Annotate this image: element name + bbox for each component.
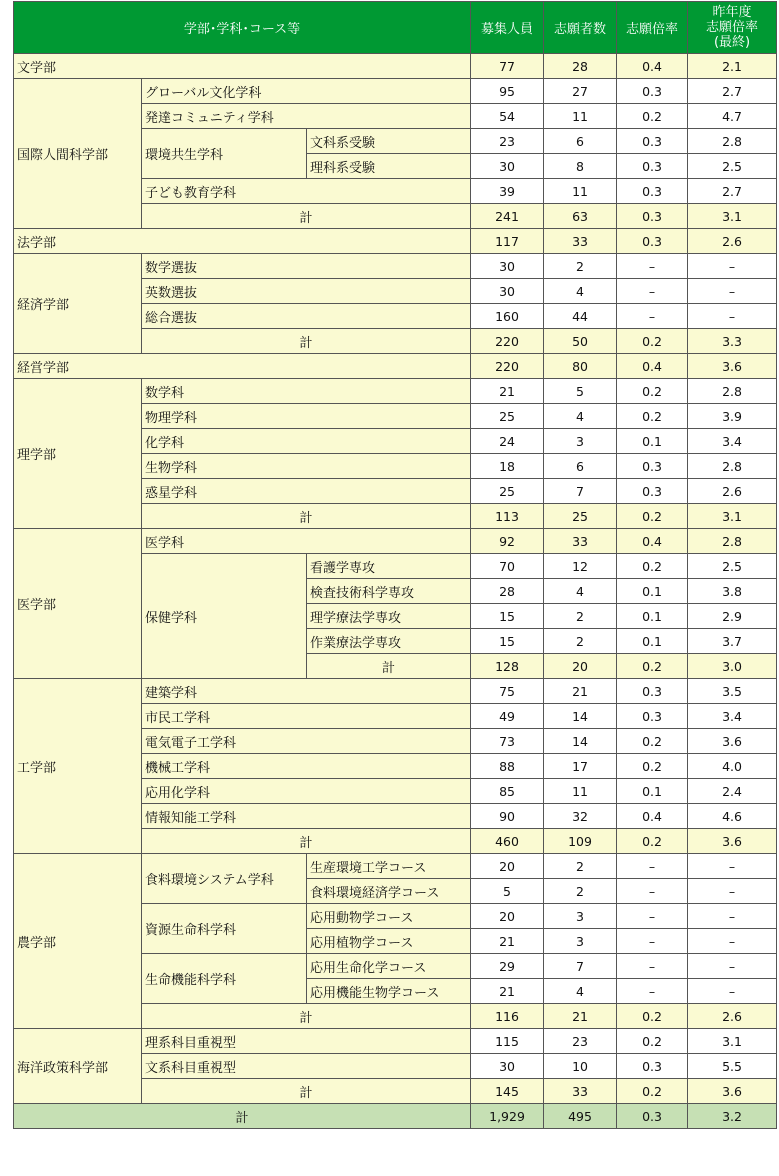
ratio-cell: 0.2 (617, 729, 688, 754)
header-prev-ratio (688, 2, 777, 54)
capacity-cell: 30 (471, 254, 544, 279)
prev-ratio-cell: 3.9 (688, 404, 777, 429)
ratio-cell: – (617, 979, 688, 1004)
applicants-cell: 80 (544, 354, 617, 379)
capacity-cell: 241 (471, 204, 544, 229)
faculty-name: 法学部 (14, 229, 471, 254)
prev-ratio-cell: 3.8 (688, 579, 777, 604)
prev-ratio-cell: – (688, 954, 777, 979)
applicants-cell: 21 (544, 1004, 617, 1029)
prev-ratio-cell: 2.1 (688, 54, 777, 79)
applicants-cell: 2 (544, 879, 617, 904)
applicants-cell: 14 (544, 704, 617, 729)
capacity-cell: 15 (471, 604, 544, 629)
applicants-cell: 4 (544, 279, 617, 304)
prev-ratio-cell: 2.5 (688, 554, 777, 579)
table-row (14, 79, 777, 104)
capacity-cell: 1,929 (471, 1104, 544, 1129)
applicants-cell: 3 (544, 904, 617, 929)
course-name: 文科系受験 (307, 129, 471, 154)
header-row (14, 2, 777, 54)
capacity-cell: 5 (471, 879, 544, 904)
prev-ratio-cell: – (688, 279, 777, 304)
ratio-cell: 0.3 (617, 79, 688, 104)
ratio-cell: 0.2 (617, 1004, 688, 1029)
capacity-cell: 117 (471, 229, 544, 254)
capacity-cell: 116 (471, 1004, 544, 1029)
department-name: 子ども教育学科 (142, 179, 471, 204)
prev-ratio-cell: 3.1 (688, 204, 777, 229)
prev-ratio-cell: 5.5 (688, 1054, 777, 1079)
department-name: 環境共生学科 (142, 129, 307, 179)
applicants-cell: 109 (544, 829, 617, 854)
capacity-cell: 21 (471, 979, 544, 1004)
department-name: 物理学科 (142, 404, 471, 429)
ratio-cell: 0.2 (617, 404, 688, 429)
ratio-cell: 0.3 (617, 479, 688, 504)
capacity-cell: 220 (471, 354, 544, 379)
prev-ratio-cell: 3.7 (688, 629, 777, 654)
prev-ratio-cell: – (688, 304, 777, 329)
table-row (14, 379, 777, 404)
applicants-cell: 3 (544, 429, 617, 454)
capacity-cell: 30 (471, 1054, 544, 1079)
ratio-cell: 0.3 (617, 179, 688, 204)
ratio-cell: 0.3 (617, 704, 688, 729)
capacity-cell: 88 (471, 754, 544, 779)
applicants-cell: 12 (544, 554, 617, 579)
applicants-cell: 21 (544, 679, 617, 704)
applicants-cell: 495 (544, 1104, 617, 1129)
prev-ratio-cell: 3.4 (688, 429, 777, 454)
capacity-cell: 73 (471, 729, 544, 754)
department-name: 保健学科 (142, 554, 307, 679)
department-name: 数学科 (142, 379, 471, 404)
prev-ratio-cell: 2.6 (688, 479, 777, 504)
ratio-cell: 0.2 (617, 654, 688, 679)
capacity-cell: 21 (471, 379, 544, 404)
applicants-cell: 32 (544, 804, 617, 829)
capacity-cell: 15 (471, 629, 544, 654)
prev-ratio-cell: – (688, 979, 777, 1004)
faculty-name: 理学部 (14, 379, 142, 529)
department-name: 資源生命科学科 (142, 904, 307, 954)
applicants-cell: 4 (544, 404, 617, 429)
capacity-cell: 85 (471, 779, 544, 804)
course-name: 食料環境経済学コース (307, 879, 471, 904)
capacity-cell: 95 (471, 79, 544, 104)
ratio-cell: 0.1 (617, 604, 688, 629)
capacity-cell: 113 (471, 504, 544, 529)
ratio-cell: 0.4 (617, 804, 688, 829)
capacity-cell: 25 (471, 479, 544, 504)
applicants-cell: 2 (544, 629, 617, 654)
capacity-cell: 30 (471, 279, 544, 304)
ratio-cell: – (617, 929, 688, 954)
ratio-cell: 0.2 (617, 1029, 688, 1054)
department-name: 理系科目重視型 (142, 1029, 471, 1054)
department-name: 情報知能工学科 (142, 804, 471, 829)
applicants-cell: 17 (544, 754, 617, 779)
ratio-cell: – (617, 904, 688, 929)
ratio-cell: 0.4 (617, 354, 688, 379)
ratio-cell: 0.2 (617, 379, 688, 404)
department-name: 生物学科 (142, 454, 471, 479)
capacity-cell: 220 (471, 329, 544, 354)
ratio-cell: 0.4 (617, 54, 688, 79)
faculty-name: 経営学部 (14, 354, 471, 379)
subtotal-label: 計 (142, 329, 471, 354)
table-row (14, 1029, 777, 1054)
table-row (14, 854, 777, 879)
applicants-cell: 28 (544, 54, 617, 79)
prev-ratio-cell: 3.3 (688, 329, 777, 354)
prev-ratio-cell: – (688, 929, 777, 954)
applicants-cell: 6 (544, 454, 617, 479)
faculty-name: 国際人間科学部 (14, 79, 142, 229)
header-applicants: 志願者数 (544, 2, 617, 54)
prev-ratio-cell: 2.9 (688, 604, 777, 629)
capacity-cell: 21 (471, 929, 544, 954)
faculty-name: 海洋政策科学部 (14, 1029, 142, 1104)
course-name: 応用植物学コース (307, 929, 471, 954)
table-row (14, 354, 777, 379)
ratio-cell: 0.3 (617, 679, 688, 704)
capacity-cell: 54 (471, 104, 544, 129)
applicants-cell: 33 (544, 229, 617, 254)
ratio-cell: 0.1 (617, 579, 688, 604)
prev-ratio-cell: 2.8 (688, 129, 777, 154)
ratio-cell: – (617, 879, 688, 904)
course-name: 応用動物学コース (307, 904, 471, 929)
applicants-cell: 8 (544, 154, 617, 179)
department-name: 総合選抜 (142, 304, 471, 329)
ratio-cell: 0.3 (617, 1054, 688, 1079)
prev-ratio-cell: 2.6 (688, 1004, 777, 1029)
capacity-cell: 25 (471, 404, 544, 429)
ratio-cell: 0.3 (617, 454, 688, 479)
capacity-cell: 24 (471, 429, 544, 454)
ratio-cell: 0.2 (617, 504, 688, 529)
applicants-cell: 2 (544, 604, 617, 629)
prev-ratio-cell: 4.7 (688, 104, 777, 129)
course-name: 検査技術科学専攻 (307, 579, 471, 604)
ratio-cell: 0.2 (617, 829, 688, 854)
ratio-cell: 0.3 (617, 1104, 688, 1129)
capacity-cell: 29 (471, 954, 544, 979)
applicants-cell: 11 (544, 779, 617, 804)
applicants-cell: 14 (544, 729, 617, 754)
faculty-name: 工学部 (14, 679, 142, 854)
applicants-cell: 4 (544, 579, 617, 604)
capacity-cell: 460 (471, 829, 544, 854)
ratio-cell: 0.1 (617, 779, 688, 804)
subtotal-label: 計 (142, 1004, 471, 1029)
applicants-cell: 5 (544, 379, 617, 404)
ratio-cell: 0.4 (617, 529, 688, 554)
department-name: 英数選抜 (142, 279, 471, 304)
faculty-name: 文学部 (14, 54, 471, 79)
capacity-cell: 20 (471, 904, 544, 929)
prev-ratio-cell: 2.8 (688, 529, 777, 554)
grand-total-label: 計 (14, 1104, 471, 1129)
table-row (14, 254, 777, 279)
department-name: 発達コミュニティ学科 (142, 104, 471, 129)
prev-ratio-cell: 3.4 (688, 704, 777, 729)
applicants-cell: 6 (544, 129, 617, 154)
header-department: 学部･学科･コース等 (14, 2, 471, 54)
table-row (14, 229, 777, 254)
capacity-cell: 92 (471, 529, 544, 554)
prev-ratio-cell: 4.0 (688, 754, 777, 779)
applications-table (13, 1, 777, 1129)
department-name: 応用化学科 (142, 779, 471, 804)
prev-ratio-cell: 3.6 (688, 829, 777, 854)
ratio-cell: – (617, 254, 688, 279)
subtotal-label: 計 (142, 204, 471, 229)
subtotal-label: 計 (142, 829, 471, 854)
applicants-cell: 2 (544, 854, 617, 879)
capacity-cell: 90 (471, 804, 544, 829)
course-name: 応用生命化学コース (307, 954, 471, 979)
capacity-cell: 128 (471, 654, 544, 679)
subtotal-label: 計 (142, 504, 471, 529)
table-row (14, 529, 777, 554)
header-ratio: 志願倍率 (617, 2, 688, 54)
capacity-cell: 49 (471, 704, 544, 729)
department-name: グローバル文化学科 (142, 79, 471, 104)
department-name: 電気電子工学科 (142, 729, 471, 754)
department-name: 機械工学科 (142, 754, 471, 779)
applicants-cell: 33 (544, 1079, 617, 1104)
department-name: 食料環境システム学科 (142, 854, 307, 904)
applicants-cell: 11 (544, 179, 617, 204)
capacity-cell: 30 (471, 154, 544, 179)
ratio-cell: – (617, 304, 688, 329)
applicants-cell: 10 (544, 1054, 617, 1079)
capacity-cell: 39 (471, 179, 544, 204)
capacity-cell: 20 (471, 854, 544, 879)
applicants-cell: 7 (544, 479, 617, 504)
department-name: 文系科目重視型 (142, 1054, 471, 1079)
prev-ratio-cell: – (688, 254, 777, 279)
capacity-cell: 70 (471, 554, 544, 579)
department-name: 数学選抜 (142, 254, 471, 279)
prev-ratio-cell: 3.1 (688, 504, 777, 529)
prev-ratio-cell: 3.2 (688, 1104, 777, 1129)
department-name: 惑星学科 (142, 479, 471, 504)
ratio-cell: 0.2 (617, 1079, 688, 1104)
capacity-cell: 145 (471, 1079, 544, 1104)
applicants-cell: 25 (544, 504, 617, 529)
capacity-cell: 18 (471, 454, 544, 479)
ratio-cell: 0.3 (617, 204, 688, 229)
table-row (14, 54, 777, 79)
applicants-cell: 2 (544, 254, 617, 279)
prev-ratio-cell: – (688, 904, 777, 929)
prev-ratio-cell: 3.5 (688, 679, 777, 704)
department-name: 建築学科 (142, 679, 471, 704)
course-name: 理学療法学専攻 (307, 604, 471, 629)
ratio-cell: 0.3 (617, 129, 688, 154)
ratio-cell: 0.3 (617, 229, 688, 254)
ratio-cell: 0.2 (617, 329, 688, 354)
ratio-cell: 0.1 (617, 429, 688, 454)
applicants-cell: 7 (544, 954, 617, 979)
ratio-cell: – (617, 854, 688, 879)
subtotal-label: 計 (142, 1079, 471, 1104)
header-prev-ratio-text: 昨年度 志願倍率 (最終) (706, 5, 759, 50)
ratio-cell: 0.2 (617, 104, 688, 129)
capacity-cell: 77 (471, 54, 544, 79)
prev-ratio-cell: 3.6 (688, 354, 777, 379)
course-name: 生産環境工学コース (307, 854, 471, 879)
prev-ratio-cell: 4.6 (688, 804, 777, 829)
applicants-cell: 63 (544, 204, 617, 229)
prev-ratio-cell: 2.4 (688, 779, 777, 804)
prev-ratio-cell: 2.7 (688, 79, 777, 104)
applicants-cell: 23 (544, 1029, 617, 1054)
applicants-cell: 4 (544, 979, 617, 1004)
ratio-cell: 0.3 (617, 154, 688, 179)
prev-ratio-cell: 2.6 (688, 229, 777, 254)
ratio-cell: 0.2 (617, 554, 688, 579)
course-name: 応用機能生物学コース (307, 979, 471, 1004)
course-name: 理科系受験 (307, 154, 471, 179)
course-name: 作業療法学専攻 (307, 629, 471, 654)
applicants-cell: 3 (544, 929, 617, 954)
department-name: 医学科 (142, 529, 471, 554)
prev-ratio-cell: 2.7 (688, 179, 777, 204)
prev-ratio-cell: 2.5 (688, 154, 777, 179)
applicants-cell: 50 (544, 329, 617, 354)
ratio-cell: 0.2 (617, 754, 688, 779)
header-capacity: 募集人員 (471, 2, 544, 54)
department-name: 生命機能科学科 (142, 954, 307, 1004)
subtotal-label: 計 (307, 654, 471, 679)
table-row (14, 679, 777, 704)
capacity-cell: 115 (471, 1029, 544, 1054)
department-name: 化学科 (142, 429, 471, 454)
ratio-cell: 0.1 (617, 629, 688, 654)
faculty-name: 経済学部 (14, 254, 142, 354)
ratio-cell: – (617, 954, 688, 979)
prev-ratio-cell: 3.1 (688, 1029, 777, 1054)
prev-ratio-cell: – (688, 854, 777, 879)
prev-ratio-cell: 2.8 (688, 379, 777, 404)
faculty-name: 農学部 (14, 854, 142, 1029)
course-name: 看護学専攻 (307, 554, 471, 579)
applicants-cell: 33 (544, 529, 617, 554)
prev-ratio-cell: 3.6 (688, 729, 777, 754)
capacity-cell: 75 (471, 679, 544, 704)
department-name: 市民工学科 (142, 704, 471, 729)
applicants-cell: 20 (544, 654, 617, 679)
prev-ratio-cell: 3.6 (688, 1079, 777, 1104)
capacity-cell: 28 (471, 579, 544, 604)
capacity-cell: 160 (471, 304, 544, 329)
faculty-name: 医学部 (14, 529, 142, 679)
prev-ratio-cell: – (688, 879, 777, 904)
applicants-cell: 11 (544, 104, 617, 129)
prev-ratio-cell: 3.0 (688, 654, 777, 679)
applicants-cell: 44 (544, 304, 617, 329)
capacity-cell: 23 (471, 129, 544, 154)
prev-ratio-cell: 2.8 (688, 454, 777, 479)
grand-total-row (14, 1104, 777, 1129)
ratio-cell: – (617, 279, 688, 304)
applicants-cell: 27 (544, 79, 617, 104)
